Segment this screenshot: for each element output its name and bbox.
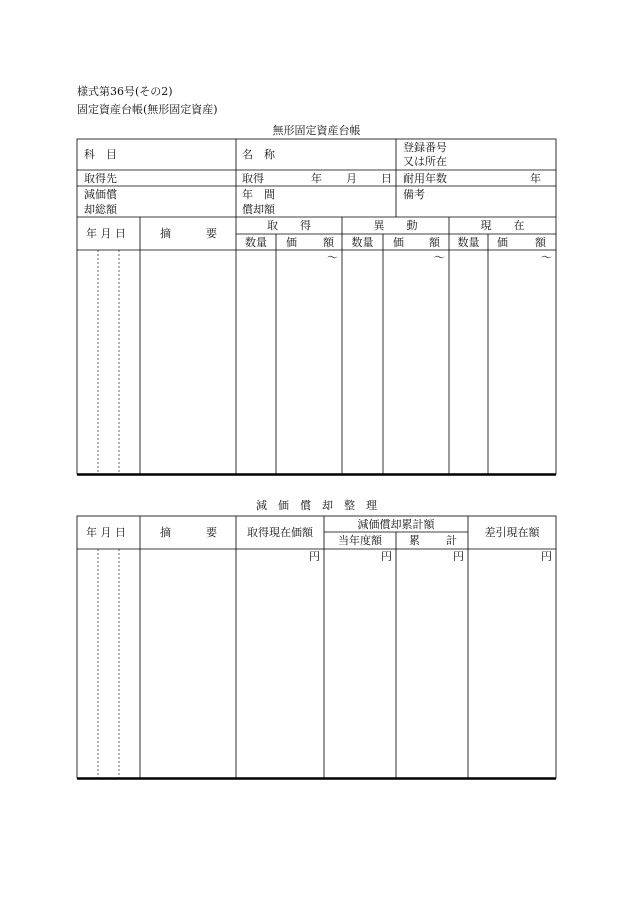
dep-col-acq-value: 取得現在価額 <box>247 526 313 539</box>
col-summary-a: 摘 <box>160 227 171 240</box>
label-useful-life: 耐用年数 <box>403 172 447 185</box>
label-annual-dep-line2: 償却額 <box>242 203 275 216</box>
label-annual-dep-line1: 年 間 <box>242 188 275 201</box>
unit-this-year: 円 <box>381 550 392 563</box>
col-acquisition: 取 得 <box>267 219 311 232</box>
tilde-change: 〜 <box>434 251 445 264</box>
col-acq-qty: 数量 <box>245 236 267 249</box>
dep-col-this-year: 当年度額 <box>338 534 382 547</box>
document-subtitle: 固定資産台帳(無形固定資産) <box>77 103 218 116</box>
dep-col-total-b: 計 <box>446 534 457 547</box>
label-remarks: 備考 <box>403 188 425 201</box>
label-name: 名 称 <box>242 148 275 161</box>
col-chg-price-a: 価 <box>393 236 404 249</box>
unit-acq-value: 円 <box>309 550 320 563</box>
dep-col-summary-a: 摘 <box>160 526 171 539</box>
dep-col-net-value: 差引現在額 <box>484 526 540 539</box>
col-cur-price-b: 額 <box>535 236 546 249</box>
tilde-current: 〜 <box>541 251 552 264</box>
col-chg-qty: 数量 <box>351 236 374 249</box>
dep-col-accum: 減価償却累計額 <box>357 518 435 531</box>
col-chg-price-b: 額 <box>429 236 440 249</box>
label-source: 取得先 <box>84 172 117 185</box>
label-registration-line1: 登録番号 <box>403 141 447 154</box>
col-summary-b: 要 <box>206 227 217 240</box>
col-acq-price-a: 価 <box>286 236 297 249</box>
label-day: 日 <box>381 172 392 185</box>
col-acq-price-b: 額 <box>323 236 334 249</box>
dep-col-summary-b: 要 <box>206 526 217 539</box>
dep-col-date: 年 月 日 <box>86 526 126 539</box>
col-cur-price-a: 価 <box>497 236 508 249</box>
unit-net-value: 円 <box>541 550 552 563</box>
col-change: 異 動 <box>373 219 418 232</box>
dep-col-total-a: 累 <box>409 534 420 547</box>
label-accum-dep-line1: 減価償 <box>84 188 117 201</box>
col-date: 年 月 日 <box>86 227 126 240</box>
label-useful-life-unit: 年 <box>530 172 541 185</box>
depreciation-title: 減 価 償 却 整 理 <box>256 499 377 512</box>
tilde-acquisition: 〜 <box>327 251 338 264</box>
label-acquired: 取得 <box>242 172 264 185</box>
col-cur-qty: 数量 <box>457 236 480 249</box>
form-number: 様式第36号(その2) <box>77 85 173 98</box>
label-item: 科 目 <box>84 148 117 161</box>
label-registration-line2: 又は所在 <box>403 155 447 168</box>
label-month: 月 <box>346 172 357 185</box>
ledger-title: 無形固定資産台帳 <box>272 124 361 137</box>
unit-total: 円 <box>453 550 464 563</box>
label-accum-dep-line2: 却総額 <box>84 203 117 216</box>
label-year: 年 <box>311 172 322 185</box>
col-current: 現 在 <box>480 219 525 232</box>
